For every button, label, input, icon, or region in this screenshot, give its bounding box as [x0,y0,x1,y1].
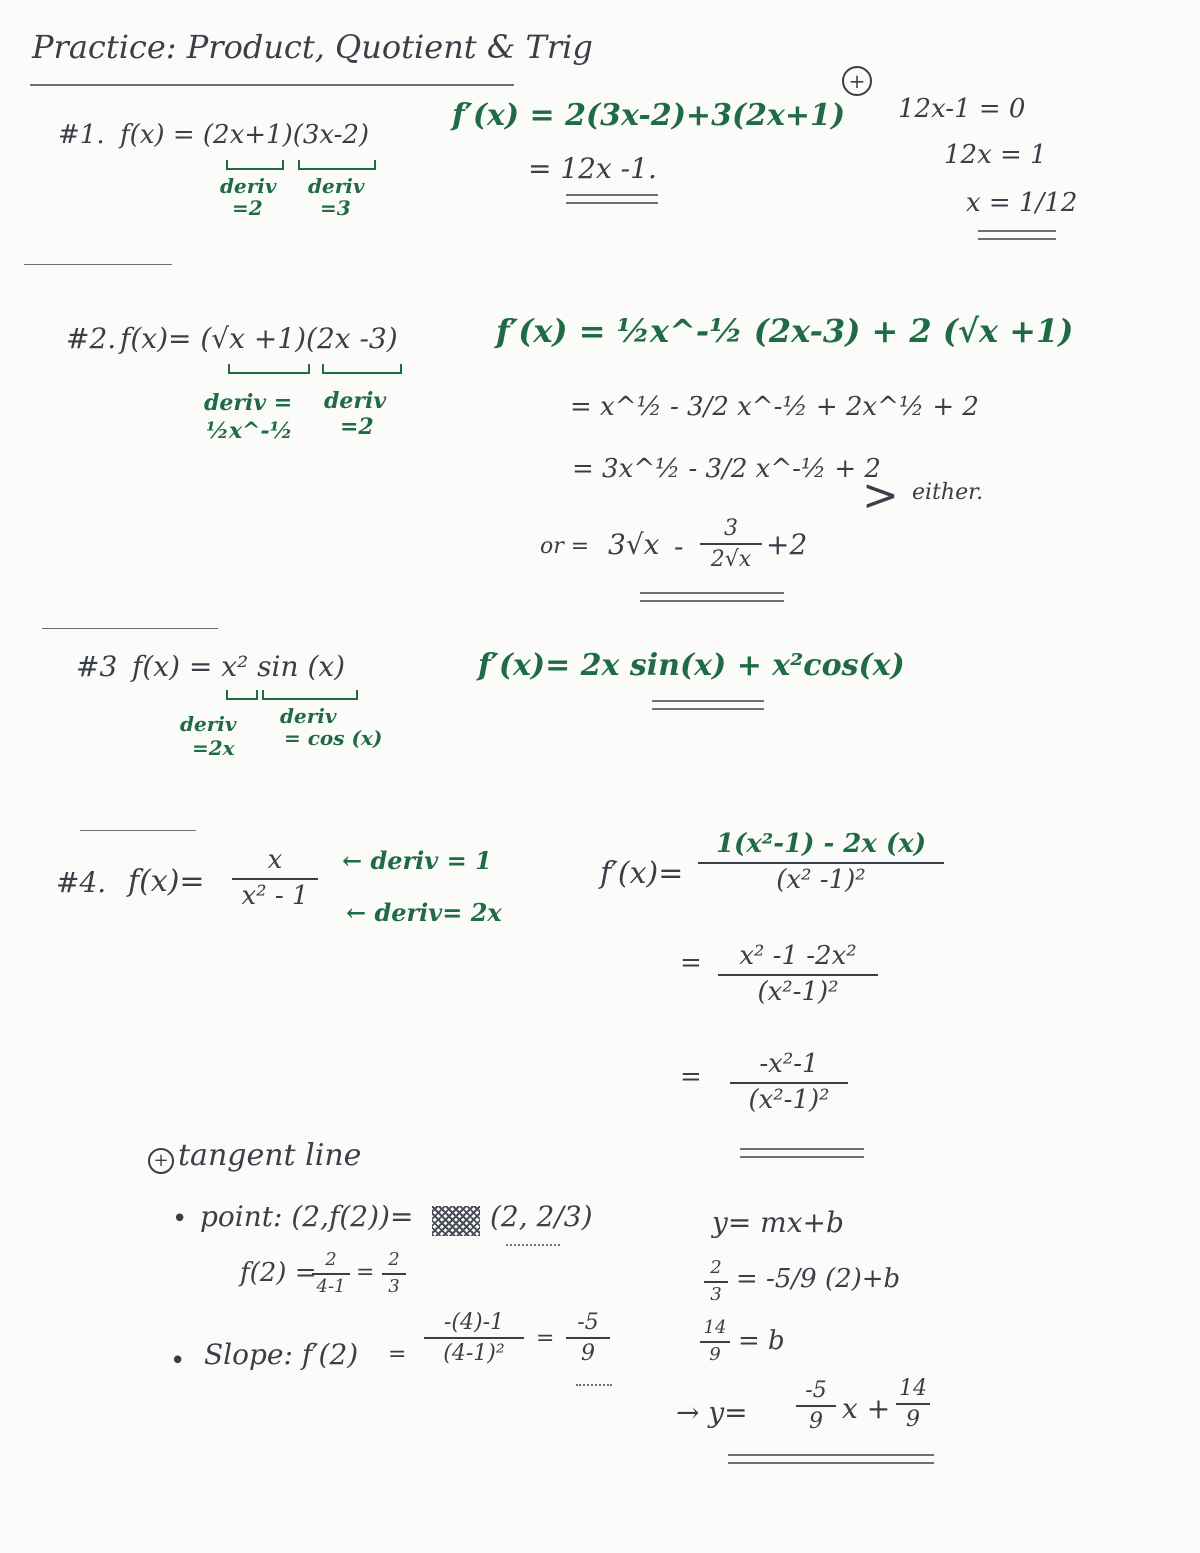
problem-1-bracket-b [298,160,376,170]
fraction-bar [730,1082,848,1084]
fraction-numerator: x² -1 -2x² [739,941,857,971]
tangent-final-prefix: → y= [676,1396,748,1429]
problem-3-label: #3 [76,650,118,683]
problem-2-bracket-a [228,364,310,374]
problem-4-function-fraction [232,846,318,912]
page-title: Practice: Product, Quotient & Trig [32,28,593,66]
fraction-bar [796,1405,836,1407]
tangent-slope-eq: = [388,1342,407,1367]
fraction-denominator: 9 [809,1409,823,1435]
fraction-denominator: (x² -1)² [776,864,866,895]
fraction-denominator: (x²-1)² [748,1084,830,1115]
tangent-f2-prefix: f(2) = [240,1258,317,1288]
fraction-numerator: 2 [710,1257,722,1278]
problem-2-deriv-a-label: deriv = [204,390,293,416]
fraction-denominator: (4-1)² [443,1341,505,1367]
tangent-f2-eq: = [356,1260,375,1285]
fraction-denominator: 2√x [710,547,752,573]
tangent-plus-circle: + [148,1148,174,1174]
tangent-slope-fraction [424,1310,524,1367]
fraction-denominator: 3 [710,1283,722,1305]
problem-3-bracket-b [262,690,358,700]
fraction-bar [704,1281,728,1283]
problem-2-deriv-a-value: ½x^-½ [206,418,293,444]
problem-3-deriv-b-label: deriv [280,704,337,728]
problem-3-deriv-a-value: =2x [192,736,235,760]
fraction-numerator: 2 [325,1249,337,1270]
tangent-point-label: point: (2,f(2))= [200,1200,414,1233]
tangent-f2-fraction [312,1250,350,1297]
fraction-numerator: 14 [899,1376,927,1401]
problem-1-bracket-a [226,160,284,170]
tangent-f2-result [382,1250,406,1297]
fraction-bar [700,543,762,545]
problem-1-function: f(x) = (2x+1)(3x-2) [120,120,370,150]
tangent-slope-eq-2: = [536,1326,555,1351]
problem-4-step-2-eq: = [680,948,702,978]
problem-3-bracket-a [226,690,258,700]
problem-3-answer: f′(x)= 2x sin(x) + x²cos(x) [478,648,905,683]
fraction-numerator: -(4)-1 [443,1310,505,1335]
tangent-final-slope [796,1378,836,1435]
fraction-denominator: 3 [388,1275,400,1297]
fraction-denominator: (x²-1)² [757,976,839,1007]
problem-1-deriv-a-label: deriv [220,174,277,198]
tangent-heading: tangent line [178,1138,362,1173]
problem-2-answer-line-4-term-b: +2 [766,528,808,561]
tangent-sub-lhs [704,1258,728,1305]
problem-2-answer-line-1: f′(x) = ½x^-½ (2x-3) + 2 (√x +1) [496,312,1074,350]
tangent-slope-label: Slope: f′(2) [204,1338,359,1371]
fraction-numerator: x [267,845,283,875]
fraction-numerator: 14 [703,1317,727,1338]
tangent-slope-result [566,1310,610,1367]
fraction-numerator: 1(x²-1) - 2x (x) [715,829,927,859]
problem-2-answer-line-4-minus: - [674,530,684,563]
problem-2-deriv-b-value: =2 [340,414,374,440]
problem-2-bracket-b [322,364,402,374]
problem-2-answer-line-4-fraction [700,516,762,573]
problem-1-side-step-2: 12x = 1 [944,140,1047,170]
problem-4-step-3-eq: = [680,1062,702,1092]
fraction-numerator: -5 [577,1310,599,1335]
fraction-denominator: 9 [581,1341,595,1367]
fraction-bar [382,1273,406,1275]
tangent-ymxb: y= mx+b [712,1206,844,1239]
problem-2-deriv-b-label: deriv [324,388,387,414]
problem-1-plus-circle: + [842,66,872,96]
tangent-b-rest: = b [738,1326,785,1356]
tangent-slope-dots [576,1384,612,1386]
problem-2-answer-line-2: = x^½ - 3/2 x^-½ + 2x^½ + 2 [570,392,979,422]
problem-1-deriv-b-label: deriv [308,174,365,198]
problem-1-label: #1. [58,120,105,150]
problem-2-answer-line-4-term-a: 3√x [608,528,660,561]
problem-2-either-brace: > [862,470,899,521]
tangent-point-bullet: • [172,1204,188,1234]
problem-4-answer-prefix: f′(x)= [600,856,684,891]
tangent-slope-bullet: • [170,1346,186,1376]
fraction-bar [718,974,878,976]
separator-2 [42,628,218,629]
problem-4-answer-underline [740,1148,864,1158]
tangent-final-underline [728,1454,934,1464]
problem-2-answer-underline [640,592,784,602]
problem-4-function-prefix: f(x)= [128,864,205,899]
problem-1-answer-line-1: f′(x) = 2(3x-2)+3(2x+1) [452,98,846,133]
fraction-numerator: -x²-1 [759,1049,819,1079]
problem-4-label: #4. [56,866,107,899]
tangent-scribble [432,1206,480,1236]
problem-1-side-underline [978,230,1056,240]
separator-3 [80,830,196,831]
separator-1 [24,264,172,265]
tangent-final-mid: x + [842,1392,891,1425]
tangent-sub-rest: = -5/9 (2)+b [736,1264,901,1294]
problem-1-answer-line-2: = 12x -1. [528,152,657,185]
problem-1-answer-underline [566,194,658,204]
problem-1-deriv-a-value: =2 [232,196,263,220]
problem-2-label: #2. [66,322,117,355]
problem-3-deriv-b-value: = cos (x) [284,726,383,750]
problem-4-deriv-num-note: ← deriv = 1 [342,846,492,875]
fraction-denominator: x² - 1 [241,880,309,911]
problem-2-either-note: either. [912,480,984,505]
problem-4-deriv-den-note: ← deriv= 2x [346,898,502,927]
problem-4-step-2 [718,942,878,1008]
problem-2-function: f(x)= (√x +1)(2x -3) [120,322,398,355]
problem-4-step-1 [698,830,944,896]
fraction-bar [424,1337,524,1339]
tangent-point-value: (2, 2/3) [490,1200,593,1233]
problem-1-deriv-b-value: =3 [320,196,351,220]
problem-3-function: f(x) = x² sin (x) [132,650,346,683]
fraction-denominator: 9 [709,1343,721,1365]
problem-2-answer-line-3: = 3x^½ - 3/2 x^-½ + 2 [572,454,881,484]
problem-2-answer-or: or = [540,534,590,559]
fraction-numerator: -5 [805,1378,827,1403]
fraction-bar [896,1403,930,1405]
fraction-bar [700,1341,730,1343]
problem-3-deriv-a-label: deriv [180,712,237,736]
fraction-bar [566,1337,610,1339]
fraction-numerator: 2 [388,1249,400,1270]
fraction-bar [312,1273,350,1275]
tangent-final-intercept [896,1376,930,1433]
problem-3-answer-underline [652,700,764,710]
fraction-numerator: 3 [724,516,738,541]
problem-1-side-step-1: 12x-1 = 0 [898,94,1026,124]
title-underline [30,84,514,86]
fraction-bar [232,878,318,880]
tangent-point-dots [506,1244,560,1246]
problem-1-side-step-3: x = 1/12 [966,188,1078,218]
tangent-b-fraction [700,1318,730,1365]
fraction-bar [698,862,944,864]
fraction-denominator: 4-1 [316,1275,346,1297]
problem-4-step-3 [730,1050,848,1116]
fraction-denominator: 9 [906,1407,920,1433]
